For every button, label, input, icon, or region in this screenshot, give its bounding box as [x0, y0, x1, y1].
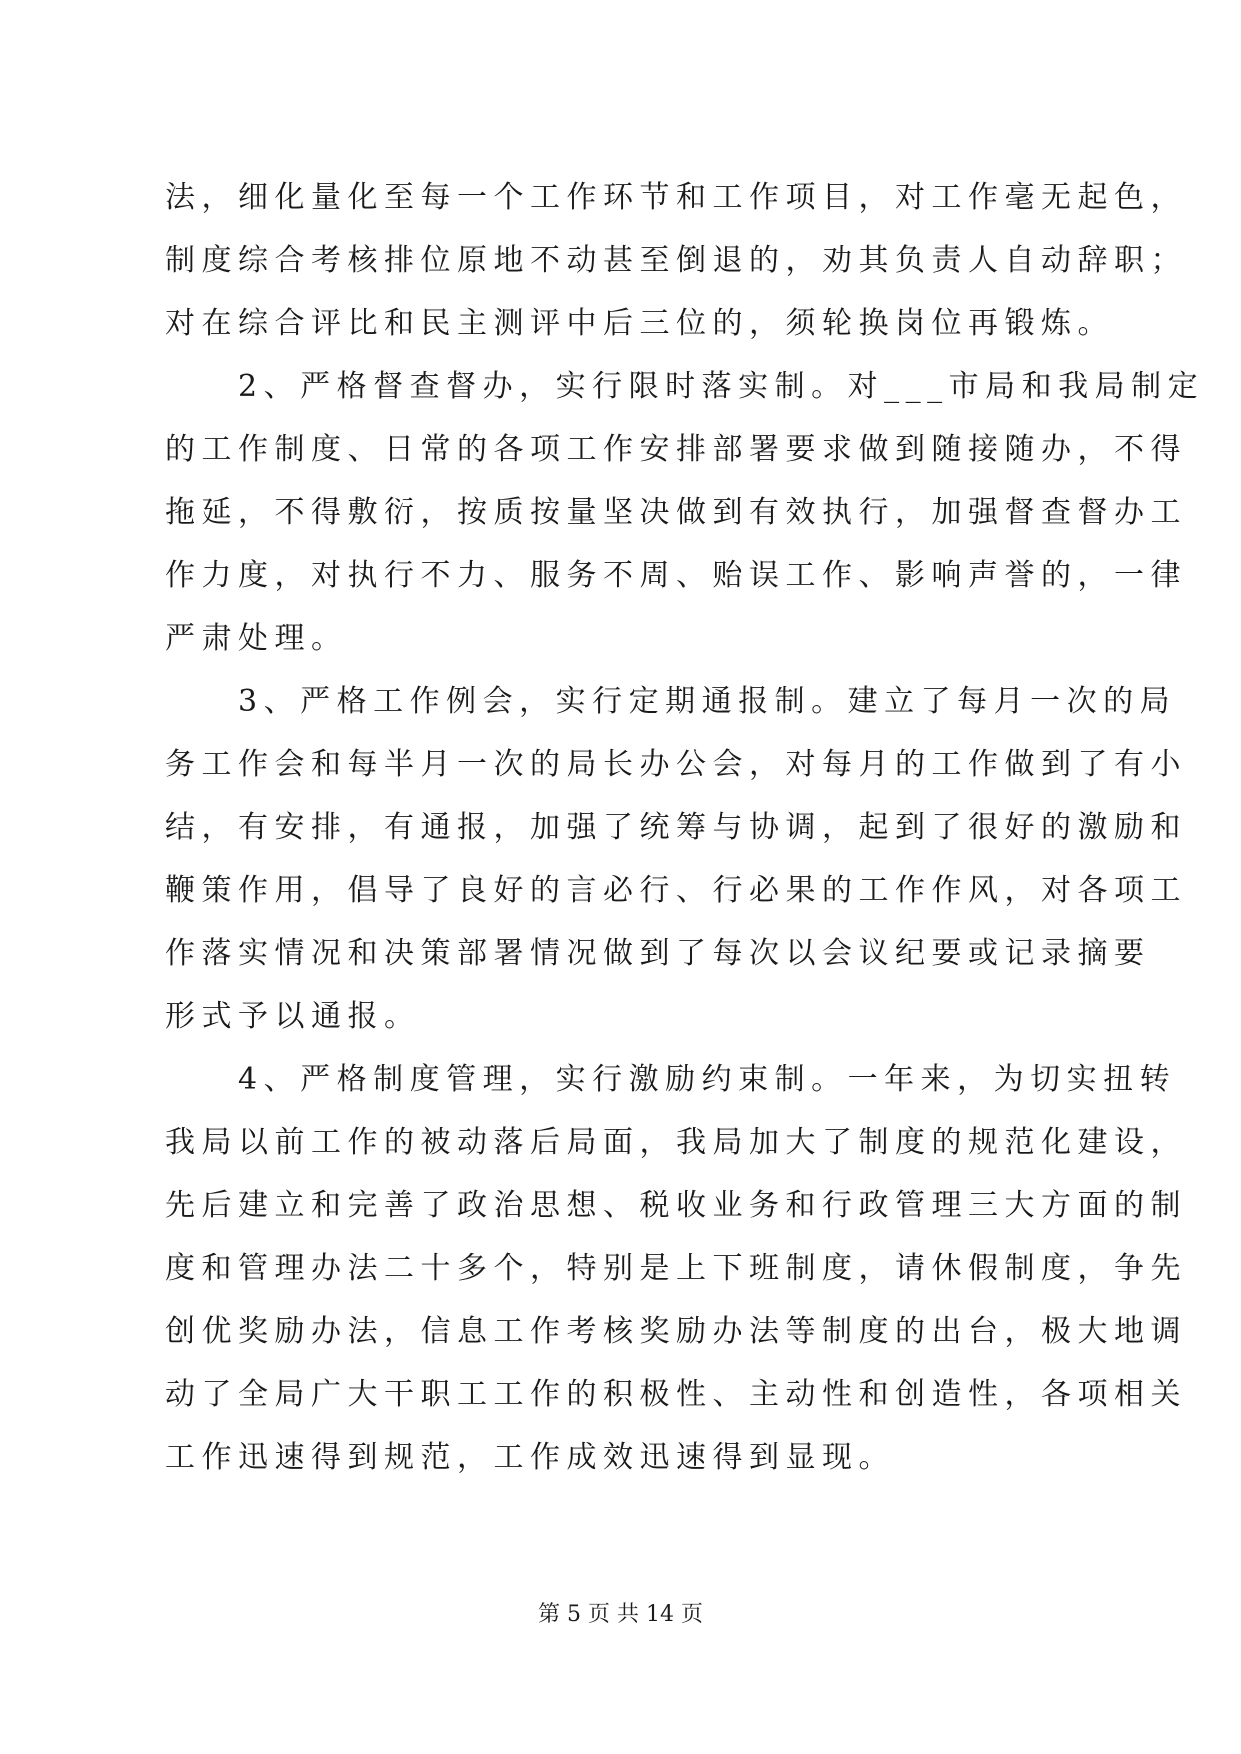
text-line: 3、严格工作例会，实行定期通报制。建立了每月一次的局	[165, 684, 1177, 719]
text-line: 法，细化量化至每一个工作环节和工作项目，对工作毫无起色，	[165, 180, 1187, 215]
page-number-footer: 第 5 页 共 14 页	[538, 1602, 703, 1627]
text-line: 先后建立和完善了政治思想、税收业务和行政管理三大方面的制	[165, 1188, 1187, 1223]
text-line: 4、严格制度管理，实行激励约束制。一年来，为切实扭转	[165, 1062, 1177, 1097]
text-line: 的工作制度、日常的各项工作安排部署要求做到随接随办，不得	[165, 432, 1187, 467]
text-line: 对在综合评比和民主测评中后三位的，须轮换岗位再锻炼。	[165, 306, 1114, 341]
text-line: 2、严格督查督办，实行限时落实制。对___市局和我局制定	[165, 369, 1205, 404]
text-line: 严肃处理。	[165, 621, 348, 656]
text-line: 结，有安排，有通报，加强了统筹与协调，起到了很好的激励和	[165, 810, 1187, 845]
text-line: 工作迅速得到规范，工作成效迅速得到显现。	[165, 1440, 895, 1475]
text-line: 作力度，对执行不力、服务不周、贻误工作、影响声誉的，一律	[165, 558, 1187, 593]
text-line: 形式予以通报。	[165, 999, 421, 1034]
text-line: 我局以前工作的被动落后局面，我局加大了制度的规范化建设，	[165, 1125, 1187, 1160]
text-line: 鞭策作用，倡导了良好的言必行、行必果的工作作风，对各项工	[165, 873, 1187, 908]
text-line: 度和管理办法二十多个，特别是上下班制度，请休假制度，争先	[165, 1251, 1187, 1286]
text-line: 制度综合考核排位原地不动甚至倒退的，劝其负责人自动辞职；	[165, 243, 1187, 278]
text-line: 务工作会和每半月一次的局长办公会，对每月的工作做到了有小	[165, 747, 1187, 782]
text-line: 创优奖励办法，信息工作考核奖励办法等制度的出台，极大地调	[165, 1314, 1187, 1349]
text-line: 作落实情况和决策部署情况做到了每次以会议纪要或记录摘要	[165, 936, 1151, 971]
text-line: 动了全局广大干职工工作的积极性、主动性和创造性，各项相关	[165, 1377, 1187, 1412]
text-line: 拖延，不得敷衍，按质按量坚决做到有效执行，加强督查督办工	[165, 495, 1187, 530]
